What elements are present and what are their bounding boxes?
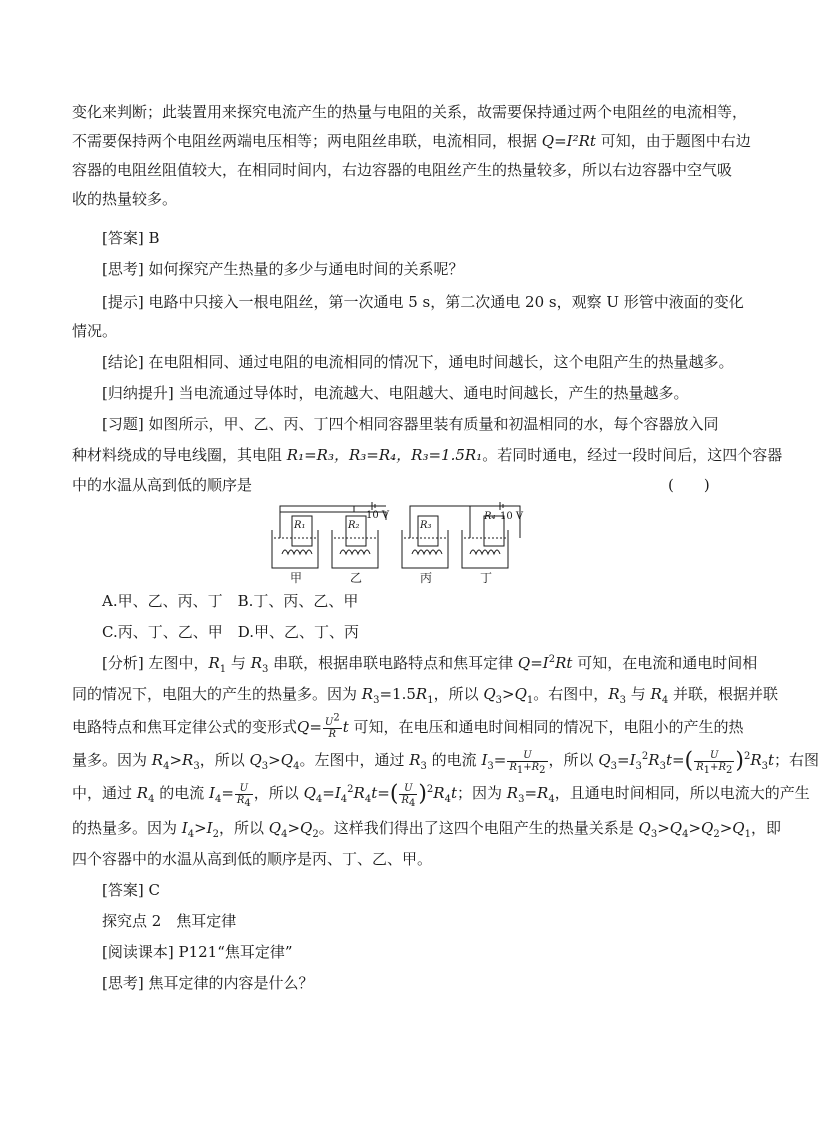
beaker-ding xyxy=(462,530,508,568)
answer-blank: ( ) xyxy=(668,476,710,494)
voltage-left: 10 V xyxy=(366,510,390,521)
resistance-relation: R₁=R₃，R₃=R₄，R₃=1.5R₁ xyxy=(286,446,483,464)
hint-line: 情况。 xyxy=(72,322,118,340)
paragraph-line: 容器的电阻丝阻值较大，在相同时间内，右边容器的电阻丝产生的热量较多，所以右边容器中空气吸 xyxy=(72,161,733,179)
exercise-line: 中的水温从高到低的顺序是 xyxy=(72,476,253,494)
think-question: [思考] 焦耳定律的内容是什么？ xyxy=(102,974,314,992)
conclusion-line: [结论] 在电阻相同、通过电阻的电流相同的情况下，通电时间越长，这个电阻产生的热量越多。 xyxy=(102,353,734,371)
option-line xyxy=(102,618,722,647)
formula: Q=I²Rt xyxy=(541,132,596,150)
analysis-line: 四个容器中的水温从高到低的顺序是丙、丁、乙、甲。 xyxy=(72,850,433,868)
beaker-yi xyxy=(332,530,378,568)
reading-line: [阅读课本] P121“焦耳定律” xyxy=(102,943,293,961)
analysis-line: 同的情况下，电阻大的产生的热量多。因为 $R_3=1.5R_1$，所以 $Q_3>Q_1$。右图中，$R_3$ 与 $R_4$ 并联，根据并联 xyxy=(72,685,778,706)
section-heading: 探究点 2 焦耳定律 xyxy=(102,912,237,930)
label-r4: R₄ xyxy=(484,511,496,522)
option-b: B.丁、丙、乙、甲 xyxy=(237,592,359,610)
paragraph-line: 收的热量较多。 xyxy=(72,190,178,208)
paragraph-line: 不需要保持两个电阻丝两端电压相等；两电阻丝串联，电流相同，根据 Q=I²Rt 可知，由于题图中右边 xyxy=(72,132,751,150)
voltage-right: 10 V xyxy=(500,511,524,522)
summary-line: [归纳提升] 当电流通过导体时，电流越大、电阻越大、通电时间越长，产生的热量越多。 xyxy=(102,384,689,402)
hint-line: [提示] 电路中只接入一根电阻丝，第一次通电 5 s，第二次通电 20 s，观察 U 形管中液面的变化 xyxy=(102,293,744,311)
option-c: C.丙、丁、乙、甲 xyxy=(102,623,223,641)
circuit-figure xyxy=(262,498,530,584)
label-r2: R₂ xyxy=(348,520,360,531)
analysis-line: [分析] 左图中，$R_1$ 与 $R_3$ 串联，根据串联电路特点和焦耳定律 $Q=I^2Rt$ 可知，在电流和通电时间相 xyxy=(102,654,758,675)
label-yi: 乙 xyxy=(350,571,363,585)
beaker-bing xyxy=(402,530,448,568)
beaker-jia xyxy=(272,530,318,568)
answer-label: [答案] C xyxy=(102,881,160,899)
option-d: D.甲、乙、丁、丙 xyxy=(237,623,359,641)
exercise-line: [习题] 如图所示，甲、乙、丙、丁四个相同容器里装有质量和初温相同的水，每个容器放入同 xyxy=(102,415,719,433)
coil-bing xyxy=(412,550,442,554)
label-bing: 丙 xyxy=(420,571,433,585)
label-ding: 丁 xyxy=(480,571,493,585)
option-a: A.甲、乙、丙、丁 xyxy=(102,592,223,610)
analysis-line: 中，通过 $R_4$ 的电流 $I_4=$ $\frac{U}{R_4}$ ，所以 $Q_4=I_4^2R_4t=$( $\frac{U}{R_4}$ )$^2R_4t$；因为 $R_3=R_4$，且通电时间相同，所以电流大的产生 xyxy=(72,781,810,809)
coil-jia xyxy=(282,550,312,554)
label-r3: R₃ xyxy=(420,520,432,531)
exercise-line: 种材料绕成的导电线圈，其电阻 R₁=R₃，R₃=R₄，R₃=1.5R₁。若同时通电，经过一段时间后，这四个容器 xyxy=(72,446,783,464)
analysis-line: 的热量多。因为 $I_4>I_2$，所以 $Q_4>Q_2$。这样我们得出了这四个电阻产生的热量关系是 $Q_3>Q_4>Q_2>Q_1$，即 xyxy=(72,819,781,840)
paragraph-line: 变化来判断；此装置用来探究电流产生的热量与电阻的关系，故需要保持通过两个电阻丝的电流相等， xyxy=(72,103,748,121)
label-r1: R₁ xyxy=(294,520,306,531)
option-line xyxy=(102,587,722,616)
answer-label: [答案] B xyxy=(102,229,160,247)
think-question: [思考] 如何探究产生热量的多少与通电时间的关系呢？ xyxy=(102,260,464,278)
coil-yi xyxy=(340,550,370,554)
coil-ding xyxy=(470,550,500,554)
label-jia: 甲 xyxy=(290,571,303,585)
analysis-line: 量多。因为 $R_4>R_3$，所以 $Q_3>Q_4$。左图中，通过 $R_3$ 的电流 $I_3=$ $\frac{U}{R_1+R_2}$ ，所以 $Q_3=I_3^2R_3t=$( $\frac{U}{R_1+R_2}$ )$^2R_3t$；右图 xyxy=(72,748,819,776)
analysis-line: 电路特点和焦耳定律公式的变形式Q= $\frac{U^2}{R}$ t 可知，在电压和通电时间相同的情况下，电阻小的产生的热 xyxy=(72,712,744,740)
